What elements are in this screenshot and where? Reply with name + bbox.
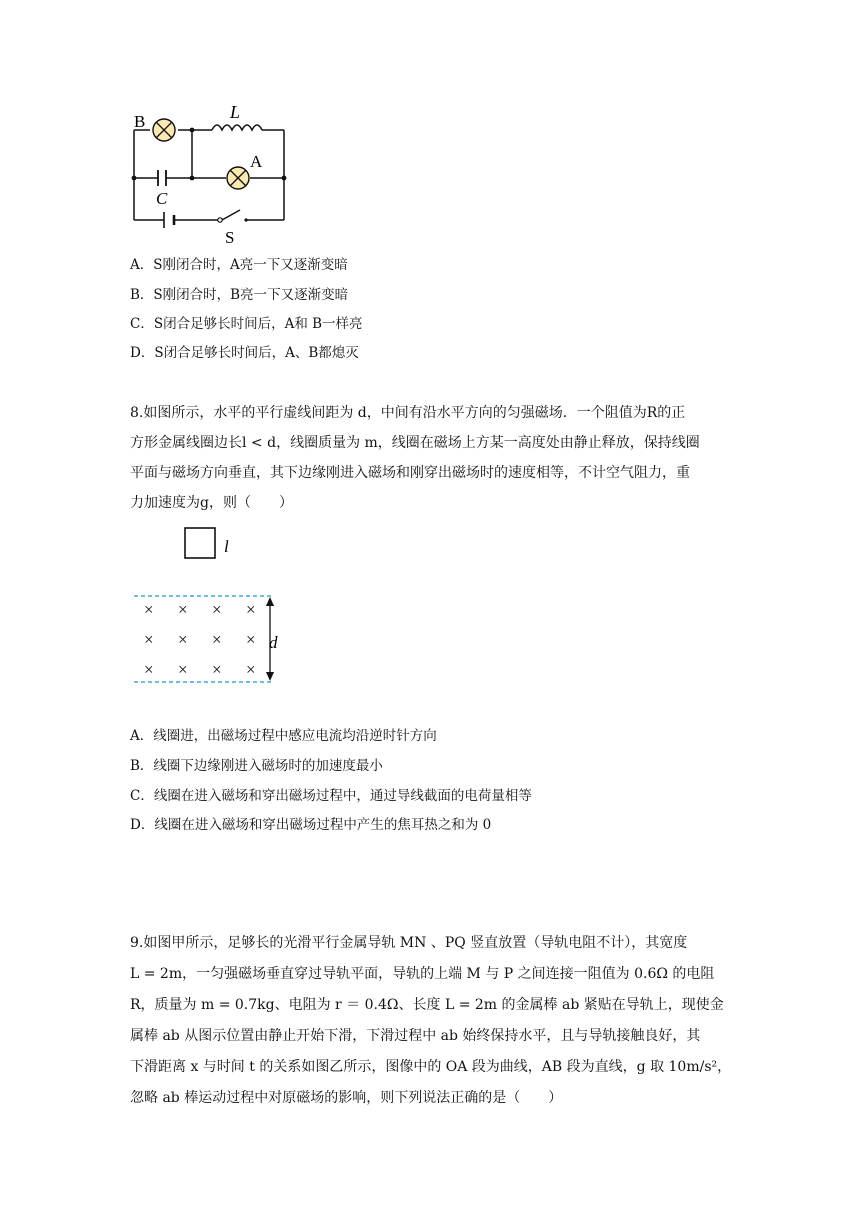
label-d: d: [269, 633, 278, 652]
label-a: A: [250, 152, 263, 171]
field-cross-icon: ×: [246, 600, 256, 619]
label-l-small: l: [224, 537, 229, 556]
field-cross-icon: ×: [246, 660, 256, 679]
q8-option-a: A．线圈进，出磁场过程中感应电流均沿逆时针方向: [130, 728, 437, 744]
q7-option-b: B．S刚闭合时，B亮一下又逐渐变暗: [130, 287, 349, 303]
field-cross-icon: ×: [144, 600, 154, 619]
q8-option-c: C．线圈在进入磁场和穿出磁场过程中，通过导线截面的电荷量相等: [130, 788, 532, 804]
lamp-b-icon: [153, 119, 175, 141]
arrow-up-icon: [266, 597, 274, 606]
q9-line-3: R，质量为 m = 0.7kg、电阻为 r ＝ 0.4Ω、长度 L = 2m 的金属棒 ab 紧贴在导轨上，现使金: [130, 997, 724, 1013]
q7-option-a: A．S刚闭合时，A亮一下又逐渐变暗: [130, 257, 348, 273]
q9-line-4: 属棒 ab 从图示位置由静止开始下滑，下滑过程中 ab 始终保持水平，且与导轨接触良好，其: [130, 1028, 701, 1044]
field-cross-icon: ×: [212, 660, 222, 679]
label-l: L: [230, 102, 241, 122]
field-cross-icon: ×: [212, 600, 222, 619]
lamp-a-icon: [227, 167, 249, 189]
field-cross-icon: ×: [178, 630, 188, 649]
q9-line-5: 下滑距离 x 与时间 t 的关系如图乙所示，图像中的 OA 段为曲线，AB 段为直线，g 取 10m/s²，: [130, 1059, 732, 1075]
square-coil: [185, 528, 215, 558]
q7-option-d: D．S闭合足够长时间后，A、B都熄灭: [130, 345, 359, 361]
q8-option-d: D．线圈在进入磁场和穿出磁场过程中产生的焦耳热之和为 0: [130, 817, 492, 833]
q9-stem: [130, 928, 740, 1114]
q9-line-1: 9.如图甲所示，足够长的光滑平行金属导轨 MN 、PQ 竖直放置（导轨电阻不计），其宽度: [130, 935, 688, 951]
label-c: C: [156, 189, 168, 208]
q8-option-b: B．线圈下边缘刚进入磁场时的加速度最小: [130, 758, 383, 774]
q8-line-3: 平面与磁场方向垂直，其下边缘刚进入磁场和刚穿出磁场时的速度相等，不计空气阻力，重: [130, 465, 690, 481]
magnetic-field-figure: [126, 522, 296, 692]
q8-line-1: 8.如图所示，水平的平行虚线间距为 d，中间有沿水平方向的匀强磁场．一个阻值为R的正: [130, 405, 686, 421]
circuit-diagram: [126, 100, 296, 248]
field-cross-icon: ×: [144, 660, 154, 679]
field-cross-icon: ×: [178, 660, 188, 679]
q7-option-c: C．S闭合足够长时间后，A和 B一样亮: [130, 316, 363, 332]
q8-line-4: 力加速度为g，则（ ）: [130, 495, 293, 511]
q9-line-6: 忽略 ab 棒运动过程中对原磁场的影响，则下列说法正确的是（ ）: [130, 1090, 563, 1106]
label-b: B: [134, 112, 146, 131]
field-cross-icon: ×: [246, 630, 256, 649]
q8-line-2: 方形金属线圈边长l < d，线圈质量为 m，线圈在磁场上方某一高度处由静止释放，保持线圈: [130, 435, 700, 451]
field-cross-icon: ×: [178, 600, 188, 619]
field-cross-icon: ×: [212, 630, 222, 649]
q8-stem: [130, 398, 740, 518]
field-cross-icon: ×: [144, 630, 154, 649]
arrow-down-icon: [266, 672, 274, 681]
q9-line-2: L = 2m，一匀强磁场垂直穿过导轨平面，导轨的上端 M 与 P 之间连接一阻值为 0.6Ω 的电阻: [130, 966, 715, 982]
label-s: S: [225, 228, 235, 247]
